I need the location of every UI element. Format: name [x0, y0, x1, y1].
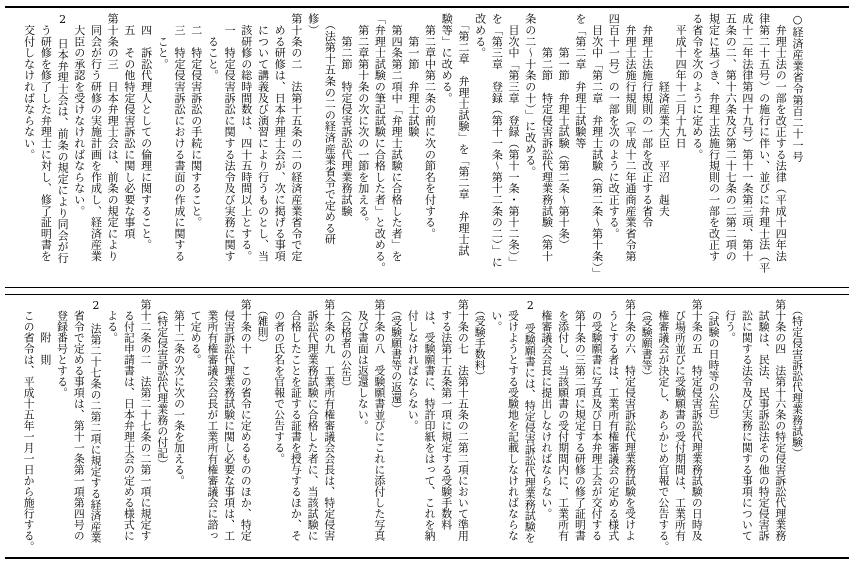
- text-column: （雑則）: [256, 299, 270, 349]
- text-column: は、受験願書に、特許印紙をはって、これを納: [423, 299, 437, 541]
- text-column: 訴訟代理業務試験に合格した者に、当該試験に: [306, 299, 320, 541]
- text-column: 改める。: [473, 13, 487, 59]
- mid-rule-lower: [5, 294, 849, 295]
- text-column: 交付しなければならない。: [22, 13, 36, 160]
- text-column: める研修は、日本弁理士会が、次に掲げる事項: [273, 13, 287, 262]
- text-column: 条の二～十条の十）」に改める。: [523, 13, 537, 177]
- text-column: る付記申請書は、日本弁理士会の定める様式に: [122, 299, 136, 541]
- text-column: 第十条の五 特定侵害訴訟代理業務試験の日時及: [690, 299, 704, 541]
- text-column: 省令で定める事項は、第十一条第一項第四号の: [72, 299, 86, 541]
- text-column: この省令は、平成十五年一月一日から施行する。: [22, 299, 36, 552]
- text-column: する法第十五条第一項に規定する受験手数料: [440, 299, 454, 530]
- text-column: 経済産業大臣 平沼 赳夫: [657, 13, 671, 217]
- text-column: 弁理士法施行規則の一部を改正する省令: [640, 13, 654, 228]
- text-column: （受験願書等の返還）: [390, 299, 404, 415]
- text-column: の受験願書に写真及び日本弁理士会が交付する: [590, 299, 604, 541]
- text-column: 第二章中第二条の前に次の節名を付する。: [423, 13, 437, 239]
- text-column: 成十二年法律第四十九号）第十一条第三項、第十: [740, 13, 754, 262]
- text-column: ること。: [206, 13, 220, 81]
- text-column: 第十条の二 法第十五条の二の経済産業省令で定: [289, 13, 303, 262]
- text-column: 目次中「第二章 弁理士試験（第二条～第十条）」: [590, 13, 604, 279]
- text-column: 「第二章 弁理士試験」を「第二章 弁理士試: [456, 13, 470, 257]
- text-column: 第一節 弁理士試験: [406, 13, 420, 138]
- text-column: 第四条第二項中「弁理士試験に合格した者」を: [390, 13, 404, 262]
- text-column: 第十条の八 受験願書並びにこれに添付した写真: [373, 299, 387, 541]
- text-column: び場所並びに受験願書の受付期間は、工業所有: [674, 299, 688, 541]
- text-column: 修）: [306, 13, 320, 36]
- text-column: 試験は、民法、民事訴訟法その他の特定侵害訴: [757, 299, 771, 541]
- text-column: を添付し、当該願書の受付期間内に、工業所有: [557, 299, 571, 541]
- text-column: 及び書面は返還しない。: [356, 299, 370, 431]
- text-column: 侵害訴訟代理業務試験に関し必要な事項は、工: [223, 299, 237, 541]
- text-column: 四百十一号）の一部を次のように改正する。: [607, 13, 621, 239]
- text-column: （受験願書等）: [640, 299, 654, 382]
- text-column: 「弁理士試験の筆記試験に合格した者」と改める。: [373, 13, 387, 273]
- text-column: 第一節 弁理士試験（第二条～第十条）: [557, 13, 571, 251]
- bottom-text-block: [10, 299, 805, 552]
- text-column: （合格者の公告）: [340, 299, 354, 393]
- text-column: い。: [490, 299, 504, 332]
- text-column: 規定に基づき、弁理士法施行規則の一部を改正す: [707, 13, 721, 262]
- top-text-block: [10, 13, 805, 283]
- text-column: （試験の日時等の公告）: [707, 299, 721, 426]
- text-column: 同会が行う研修の実施計画を作成し、経済産業: [89, 13, 103, 262]
- bottom-rule: [5, 557, 849, 559]
- text-column: を「第二章 弁理士試験等: [573, 13, 587, 149]
- text-column: こと。: [156, 13, 170, 70]
- text-column: 第十二条の二 法第二十七条の二第一項に規定す: [139, 299, 153, 541]
- text-column: 第十条の十 この省令に定めるもののほか、特定: [239, 299, 253, 541]
- text-column: 第二節 特定侵害訴訟代理業務試験（第十: [540, 13, 554, 262]
- text-column: 業所有権審議会会長が工業所有権審議会に諮っ: [206, 299, 220, 541]
- text-column: 一 特定侵害訴訟に関する法令及び実務に関す: [223, 13, 237, 262]
- text-column: 2 日本弁理士会は、前条の規定により同会が行: [56, 13, 70, 264]
- text-column: 平成十四年十二月十九日: [674, 13, 688, 149]
- text-column: 権審議会が決定し、あらかじめ官報で公告する。: [657, 299, 671, 552]
- text-column: 第十条の三 日本弁理士会は、前条の規定により: [106, 13, 120, 262]
- text-column: 律第二十五号）の施行に伴い、並びに弁理士法（平: [757, 13, 771, 273]
- text-column: 付しなければならない。: [406, 299, 420, 431]
- text-column: 二 特定侵害訴訟の手続に関すること。: [189, 13, 203, 228]
- text-column: 附 則: [39, 299, 53, 365]
- text-column: 第二章第十条の次に次の一節を加える。: [356, 13, 370, 228]
- text-column: （法第十五条の二の経済産業省令で定める研: [323, 13, 337, 245]
- text-column: 権審議会会長に提出しなければならない。: [540, 299, 554, 519]
- text-column: 五 その他特定侵害訴訟に関し必要な事項: [122, 13, 136, 239]
- text-column: 目次中「第三章 登録（第十一条・第十二条）」: [507, 13, 521, 268]
- text-column: （特定侵害訴訟代理業務の付記）: [156, 299, 170, 470]
- text-column: よる。: [106, 299, 120, 343]
- text-column: 五条の二、第十六条及び第二十七条の二第二項の: [724, 13, 738, 262]
- text-column: 2 法第二十七条の二第二項に規定する経済産業: [89, 299, 103, 544]
- text-column: を「第三章 登録（第十一条～第十二条の二）」に: [490, 13, 504, 268]
- text-column: 2 受験願書には、特定侵害訴訟代理業務試験を: [523, 299, 537, 544]
- text-column: 第十条の七 法第十五条の二第二項において準用: [456, 299, 470, 541]
- text-column: 受けようとする受験地を記載しなければならな: [507, 299, 521, 541]
- text-column: 第十条の三第二項に規定する研修の修了証明書: [573, 299, 587, 541]
- text-column: 大臣の承認を受けなければならない。: [72, 13, 86, 217]
- text-column: 訟に関する法令及び実務に関する事項について: [740, 299, 754, 541]
- text-column: 登録番号とする。: [56, 299, 70, 398]
- text-column: （受験手数料）: [473, 299, 487, 382]
- text-column: ○経済産業省令第百二十一号: [791, 13, 804, 162]
- text-column: 第二節 特定侵害訴訟代理業務試験: [340, 13, 354, 217]
- text-column: て定める。: [189, 299, 203, 365]
- text-column: 第十条の九 工業所有権審議会会長は、特定侵害: [323, 299, 337, 541]
- text-column: う研修を修了した弁理士に対し、修了証明書を: [39, 13, 53, 262]
- text-column: （特定侵害訴訟代理業務試験）: [791, 299, 804, 459]
- text-column: について講義及び演習により行うものとし、当: [256, 13, 270, 262]
- text-column: 第十条の四 法第十六条の特定侵害訴訟代理業務: [774, 299, 788, 541]
- text-column: 弁理士法施行規則（平成十二年通商産業省令第: [623, 13, 637, 262]
- top-rule: [5, 6, 849, 8]
- text-column: 弁理士法の一部を改正する法律（平成十四年法: [774, 13, 788, 262]
- text-column: 三 特定侵害訴訟における書面の作成に関する: [172, 13, 186, 262]
- text-column: る省令を次のように定める。: [690, 13, 704, 160]
- text-column: 験等」に改める。: [440, 13, 454, 104]
- text-column: 合格したことを証する証書を授与するほか、そ: [289, 299, 303, 541]
- mid-rule-upper: [5, 287, 849, 288]
- text-column: 行う。: [724, 299, 738, 343]
- text-column: 四 訴訟代理人としての倫理に関すること。: [139, 13, 153, 251]
- text-column: 第十条の六 特定侵害訴訟代理業務試験を受けよ: [623, 299, 637, 541]
- text-column: 第十二条の次に次の一条を加える。: [172, 299, 186, 486]
- text-column: うとする者は、工業所有権審議会の定める様式: [607, 299, 621, 541]
- text-column: の者の氏名を官報で公告する。: [273, 299, 287, 464]
- text-column: 該研修の総時間数は、四十五時間以上とする。: [239, 13, 253, 262]
